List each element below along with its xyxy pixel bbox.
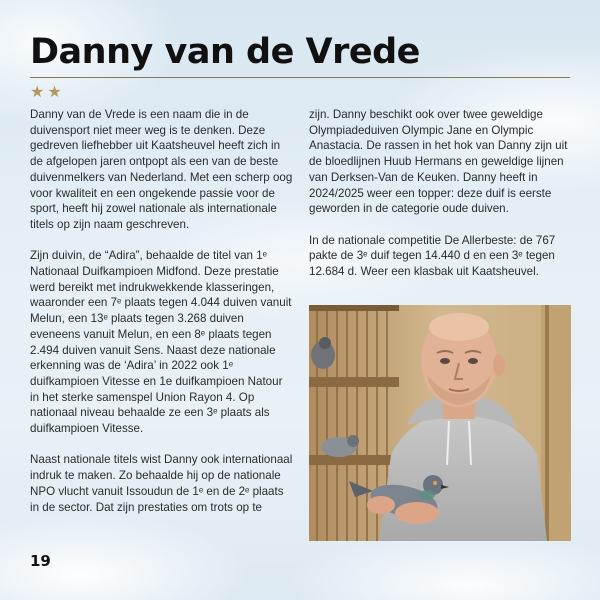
page-number: 19 — [30, 552, 51, 570]
photo-danny-with-pigeon — [309, 305, 571, 541]
paragraph: zijn. Danny beschikt ook over twee geweldige Olympiadeduiven Olympic Jane en Olympic Anastacia. De rassen in het hok van Danny zijn uit de bloedlijnen Huub Hermans en geweldige lijnen van Derksen-Van de Keuken. Danny heeft in 2024/2025 weer een topper: deze duif is eerste geworden in de categorie oude duiven. — [309, 108, 568, 216]
star-icon: ★ — [30, 84, 45, 101]
text-column-right — [309, 107, 571, 295]
paragraph: Naast nationale titels wist Danny ook internationaal indruk te maken. Zo behaalde hij op de nationale NPO vlucht vanuit Issoudun de 1ᵉ en de 2ᵉ plaats in de sector. Dat zijn prestaties om trots op te — [30, 453, 293, 514]
text-column-left — [30, 107, 294, 531]
article-title: Danny van de Vrede — [30, 32, 420, 72]
paragraph: Zijn duivin, de “Adira”, behaalde de titel van 1ᵉ Nationaal Duifkampioen Midfond. Deze prestatie werd bereikt met indrukwekkende klasseringen, waaronder een 7ᵉ plaats tegen 4.044 duiven vanuit Melun, een 13ᵉ plaats tegen 3.268 duiven eveneens vanuit Melun, en een 8ᵉ plaats tegen 2.494 duiven vanuit Sens. Naast deze nationale erkenning was de ‘Adira’ in 2022 ook 1ᵉ duifkampioen Vitesse en 1e duifkampioen Natour in het sterke samenspel Union Rayon 4. Op nationaal niveau behaalde ze een 3ᵉ plaats als duifkampioen Vitesse. — [30, 249, 292, 436]
paragraph: In de nationale competitie De Allerbeste: de 767 pakte de 3ᵉ duif tegen 14.440 d en een 3ᵉ tegen 12.684 d. Weer een klasbak uit Kaatsheuvel. — [309, 233, 556, 279]
star-icon: ★ — [47, 84, 62, 101]
star-rating — [30, 85, 62, 101]
title-divider — [30, 77, 570, 78]
paragraph: Danny van de Vrede is een naam die in de duivensport niet meer weg is te denken. Deze gedreven liefhebber uit Kaatsheuvel heeft zich in de afgelopen jaren ontpopt als een van de beste duivenmelkers van Nederland. Met een scherp oog voor kwaliteit en een ongekende passie voor de sport, heeft hij zowel nationale als internationale titels op zijn naam geschreven. — [30, 108, 293, 231]
